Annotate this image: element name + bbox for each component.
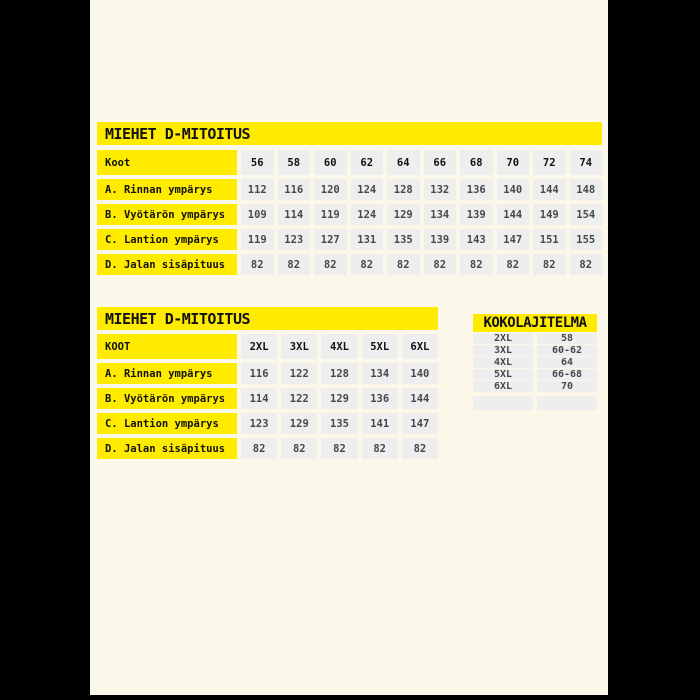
measurement-value: 114 xyxy=(278,204,311,225)
measurement-value: 116 xyxy=(241,363,277,384)
measurement-value: 151 xyxy=(533,229,566,250)
size-column-header: 62 xyxy=(351,150,384,175)
measurement-label: B. Vyötärön ympärys xyxy=(97,388,237,409)
assortment-range-cell xyxy=(537,396,597,410)
table2-title-banner xyxy=(97,307,438,330)
assortment-size-cell: 2XL xyxy=(473,333,533,344)
measurement-value: 154 xyxy=(570,204,603,225)
size-column-header: 3XL xyxy=(281,334,317,359)
measurement-value: 135 xyxy=(321,413,357,434)
measurement-value: 129 xyxy=(281,413,317,434)
measurement-value: 109 xyxy=(241,204,274,225)
measurement-value: 82 xyxy=(321,438,357,459)
size-column-header: 66 xyxy=(424,150,457,175)
size-assortment-title: KOKOLAJITELMA xyxy=(483,315,587,331)
size-column-header: 72 xyxy=(533,150,566,175)
size-column-header: 56 xyxy=(241,150,274,175)
measurement-value: 144 xyxy=(402,388,438,409)
measurement-label: A. Rinnan ympärys xyxy=(97,179,237,200)
size-table-xl xyxy=(97,334,438,459)
measurement-value: 120 xyxy=(314,179,347,200)
assortment-range-cell: 64 xyxy=(537,357,597,368)
size-column-header: 58 xyxy=(278,150,311,175)
size-column-header: 5XL xyxy=(362,334,398,359)
measurement-value: 114 xyxy=(241,388,277,409)
assortment-range-cell: 60-62 xyxy=(537,345,597,356)
measurement-value: 82 xyxy=(460,254,493,275)
measurement-value: 131 xyxy=(351,229,384,250)
measurement-label: C. Lantion ympärys xyxy=(97,413,237,434)
measurement-value: 119 xyxy=(241,229,274,250)
measurement-value: 149 xyxy=(533,204,566,225)
measurement-label: A. Rinnan ympärys xyxy=(97,363,237,384)
assortment-size-cell: 6XL xyxy=(473,381,533,392)
size-assortment-table xyxy=(473,333,597,410)
assortment-size-cell: 3XL xyxy=(473,345,533,356)
measurement-value: 127 xyxy=(314,229,347,250)
size-header-label: KOOT xyxy=(97,334,237,359)
assortment-size-cell: 5XL xyxy=(473,369,533,380)
size-assortment-title-banner xyxy=(473,314,597,332)
measurement-value: 82 xyxy=(362,438,398,459)
measurement-value: 82 xyxy=(533,254,566,275)
measurement-label: C. Lantion ympärys xyxy=(97,229,237,250)
table2-title: MIEHET D-MITOITUS xyxy=(105,309,251,328)
measurement-value: 136 xyxy=(362,388,398,409)
measurement-value: 82 xyxy=(497,254,530,275)
size-column-header: 60 xyxy=(314,150,347,175)
measurement-value: 140 xyxy=(497,179,530,200)
measurement-value: 124 xyxy=(351,204,384,225)
size-header-label: Koot xyxy=(97,150,237,175)
table1-title-banner xyxy=(97,122,602,145)
measurement-value: 123 xyxy=(241,413,277,434)
measurement-value: 134 xyxy=(362,363,398,384)
size-chart-sheet xyxy=(90,0,608,695)
size-column-header: 70 xyxy=(497,150,530,175)
measurement-value: 82 xyxy=(402,438,438,459)
size-column-header: 2XL xyxy=(241,334,277,359)
size-column-header: 74 xyxy=(570,150,603,175)
assortment-range-cell: 66-68 xyxy=(537,369,597,380)
measurement-value: 122 xyxy=(281,363,317,384)
measurement-value: 132 xyxy=(424,179,457,200)
measurement-value: 141 xyxy=(362,413,398,434)
measurement-value: 147 xyxy=(402,413,438,434)
measurement-value: 119 xyxy=(314,204,347,225)
measurement-value: 122 xyxy=(281,388,317,409)
measurement-value: 135 xyxy=(387,229,420,250)
measurement-value: 123 xyxy=(278,229,311,250)
measurement-value: 116 xyxy=(278,179,311,200)
size-column-header: 68 xyxy=(460,150,493,175)
measurement-value: 124 xyxy=(351,179,384,200)
measurement-value: 155 xyxy=(570,229,603,250)
size-column-header: 4XL xyxy=(321,334,357,359)
measurement-value: 144 xyxy=(533,179,566,200)
measurement-value: 128 xyxy=(387,179,420,200)
measurement-value: 139 xyxy=(424,229,457,250)
measurement-value: 143 xyxy=(460,229,493,250)
measurement-value: 82 xyxy=(424,254,457,275)
size-column-header: 6XL xyxy=(402,334,438,359)
assortment-range-cell: 70 xyxy=(537,381,597,392)
measurement-value: 134 xyxy=(424,204,457,225)
measurement-value: 128 xyxy=(321,363,357,384)
assortment-size-cell: 4XL xyxy=(473,357,533,368)
size-column-header: 64 xyxy=(387,150,420,175)
measurement-value: 82 xyxy=(351,254,384,275)
measurement-value: 82 xyxy=(241,254,274,275)
measurement-value: 82 xyxy=(241,438,277,459)
measurement-value: 148 xyxy=(570,179,603,200)
measurement-value: 82 xyxy=(314,254,347,275)
measurement-value: 82 xyxy=(570,254,603,275)
measurement-value: 140 xyxy=(402,363,438,384)
table1-title: MIEHET D-MITOITUS xyxy=(105,124,251,143)
measurement-value: 112 xyxy=(241,179,274,200)
assortment-range-cell: 58 xyxy=(537,333,597,344)
measurement-label: B. Vyötärön ympärys xyxy=(97,204,237,225)
size-table-numeric xyxy=(97,150,602,275)
measurement-value: 82 xyxy=(387,254,420,275)
measurement-value: 129 xyxy=(321,388,357,409)
measurement-value: 82 xyxy=(281,438,317,459)
measurement-value: 129 xyxy=(387,204,420,225)
measurement-value: 144 xyxy=(497,204,530,225)
measurement-value: 82 xyxy=(278,254,311,275)
measurement-value: 139 xyxy=(460,204,493,225)
measurement-label: D. Jalan sisäpituus xyxy=(97,438,237,459)
assortment-size-cell xyxy=(473,396,533,410)
measurement-value: 147 xyxy=(497,229,530,250)
measurement-value: 136 xyxy=(460,179,493,200)
measurement-label: D. Jalan sisäpituus xyxy=(97,254,237,275)
